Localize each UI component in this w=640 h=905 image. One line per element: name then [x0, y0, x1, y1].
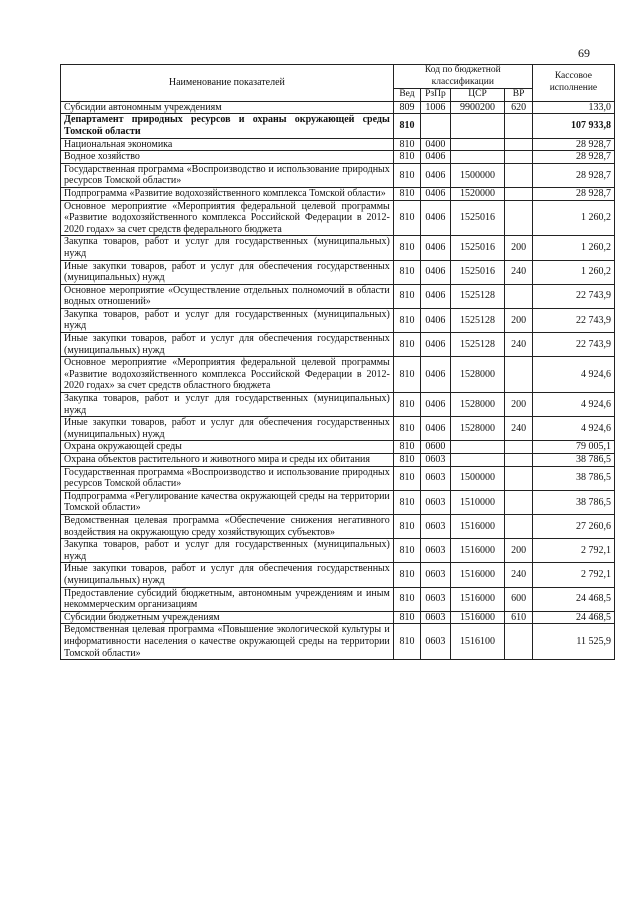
- table-row: [61, 417, 615, 441]
- table-row: [61, 333, 615, 357]
- table-row: [61, 466, 615, 490]
- cell-name: Основное мероприятие «Мероприятия федеральной целевой программы «Развитие водохозяйственного комплекса Российской Федерации в 2012-2020 годах» за счет средств федерального бюджета: [61, 200, 394, 236]
- cell-vr: [505, 151, 532, 164]
- cell-name: Ведомственная целевая программа «Обеспечение снижения негативного воздействия на окружающую среду хозяйствующих субъектов»: [61, 514, 394, 538]
- cell-vr: [505, 284, 532, 308]
- cell-ved: 810: [393, 624, 420, 660]
- cell-vr: 200: [505, 539, 532, 563]
- cell-rzpr: 0406: [421, 393, 450, 417]
- cell-ved: 810: [393, 187, 420, 200]
- cell-csr: [450, 454, 505, 467]
- cell-rzpr: 0603: [421, 539, 450, 563]
- cell-csr: 1510000: [450, 490, 505, 514]
- cell-vr: [505, 138, 532, 151]
- cell-vr: [505, 441, 532, 454]
- cell-ved: 810: [393, 441, 420, 454]
- header-rzpr: РзПр: [421, 89, 450, 102]
- cell-vr: 610: [505, 611, 532, 624]
- cell-name: Основное мероприятие «Осуществление отдельных полномочий в области водных отношений»: [61, 284, 394, 308]
- cell-name: Охрана окружающей среды: [61, 441, 394, 454]
- cell-rzpr: 0603: [421, 563, 450, 587]
- cell-vr: [505, 200, 532, 236]
- cell-vr: 200: [505, 308, 532, 332]
- cell-rzpr: 0603: [421, 587, 450, 611]
- cell-amount: 38 786,5: [532, 454, 614, 467]
- cell-name: Национальная экономика: [61, 138, 394, 151]
- cell-vr: 600: [505, 587, 532, 611]
- header-ved: Вед: [393, 89, 420, 102]
- cell-vr: [505, 624, 532, 660]
- cell-rzpr: 0406: [421, 333, 450, 357]
- cell-vr: 240: [505, 417, 532, 441]
- cell-csr: 1500000: [450, 163, 505, 187]
- cell-ved: 810: [393, 260, 420, 284]
- cell-ved: 810: [393, 490, 420, 514]
- cell-ved: 810: [393, 236, 420, 260]
- cell-rzpr: 0603: [421, 454, 450, 467]
- cell-rzpr: 0400: [421, 138, 450, 151]
- cell-name: Субсидии бюджетным учреждениям: [61, 611, 394, 624]
- cell-amount: 4 924,6: [532, 393, 614, 417]
- cell-csr: 1528000: [450, 417, 505, 441]
- table-row: [61, 187, 615, 200]
- cell-amount: 27 260,6: [532, 514, 614, 538]
- cell-rzpr: 1006: [421, 101, 450, 114]
- cell-name: Государственная программа «Воспроизводство и использование природных ресурсов Томской области»: [61, 163, 394, 187]
- cell-vr: 240: [505, 563, 532, 587]
- cell-ved: 810: [393, 333, 420, 357]
- cell-csr: 1520000: [450, 187, 505, 200]
- table-row: [61, 393, 615, 417]
- cell-ved: 810: [393, 200, 420, 236]
- cell-ved: 810: [393, 417, 420, 441]
- cell-amount: 28 928,7: [532, 138, 614, 151]
- cell-rzpr: 0603: [421, 466, 450, 490]
- header-csr: ЦСР: [450, 89, 505, 102]
- cell-amount: 2 792,1: [532, 563, 614, 587]
- cell-amount: 22 743,9: [532, 308, 614, 332]
- cell-name: Иные закупки товаров, работ и услуг для обеспечения государственных (муниципальных) нужд: [61, 333, 394, 357]
- header-amount: Кассовое исполнение: [532, 65, 614, 102]
- cell-amount: 24 468,5: [532, 611, 614, 624]
- cell-ved: 810: [393, 308, 420, 332]
- cell-name: Закупка товаров, работ и услуг для государственных (муниципальных) нужд: [61, 236, 394, 260]
- table-row: [61, 200, 615, 236]
- cell-name: Субсидии автономным учреждениям: [61, 101, 394, 114]
- header-vr: ВР: [505, 89, 532, 102]
- table-row: [61, 101, 615, 114]
- cell-amount: 107 933,8: [532, 114, 614, 138]
- cell-ved: 810: [393, 151, 420, 164]
- table-header: [61, 65, 615, 102]
- cell-csr: 1525128: [450, 308, 505, 332]
- cell-vr: [505, 163, 532, 187]
- cell-rzpr: 0600: [421, 441, 450, 454]
- cell-ved: 810: [393, 514, 420, 538]
- cell-csr: 1500000: [450, 466, 505, 490]
- cell-csr: [450, 441, 505, 454]
- cell-vr: [505, 187, 532, 200]
- cell-name: Закупка товаров, работ и услуг для государственных (муниципальных) нужд: [61, 393, 394, 417]
- cell-csr: 9900200: [450, 101, 505, 114]
- cell-csr: 1525016: [450, 236, 505, 260]
- cell-amount: 22 743,9: [532, 333, 614, 357]
- table-row: [61, 624, 615, 660]
- cell-vr: [505, 454, 532, 467]
- cell-amount: 4 924,6: [532, 357, 614, 393]
- cell-name: Закупка товаров, работ и услуг для государственных (муниципальных) нужд: [61, 308, 394, 332]
- cell-rzpr: 0406: [421, 151, 450, 164]
- table-row: [61, 514, 615, 538]
- cell-amount: 24 468,5: [532, 587, 614, 611]
- cell-vr: 200: [505, 236, 532, 260]
- table-row: [61, 490, 615, 514]
- cell-name: Подпрограмма «Регулирование качества окружающей среды на территории Томской области»: [61, 490, 394, 514]
- cell-rzpr: [421, 114, 450, 138]
- cell-rzpr: 0603: [421, 611, 450, 624]
- table-row: [61, 357, 615, 393]
- table-row: [61, 563, 615, 587]
- cell-name: Подпрограмма «Развитие водохозяйственного комплекса Томской области»: [61, 187, 394, 200]
- cell-ved: 810: [393, 393, 420, 417]
- cell-amount: 1 260,2: [532, 200, 614, 236]
- cell-rzpr: 0406: [421, 284, 450, 308]
- cell-rzpr: 0406: [421, 187, 450, 200]
- table-row: [61, 151, 615, 164]
- cell-ved: 810: [393, 611, 420, 624]
- table-row: [61, 611, 615, 624]
- cell-amount: 1 260,2: [532, 236, 614, 260]
- cell-ved: 810: [393, 114, 420, 138]
- cell-rzpr: 0406: [421, 200, 450, 236]
- table-row: [61, 138, 615, 151]
- cell-vr: 240: [505, 333, 532, 357]
- table-row: [61, 260, 615, 284]
- cell-csr: 1528000: [450, 357, 505, 393]
- cell-vr: [505, 114, 532, 138]
- table-body: [61, 101, 615, 659]
- cell-rzpr: 0406: [421, 260, 450, 284]
- table-row: [61, 454, 615, 467]
- cell-amount: 22 743,9: [532, 284, 614, 308]
- cell-vr: [505, 357, 532, 393]
- cell-ved: 810: [393, 138, 420, 151]
- cell-amount: 1 260,2: [532, 260, 614, 284]
- cell-csr: 1516000: [450, 563, 505, 587]
- cell-csr: 1528000: [450, 393, 505, 417]
- cell-amount: 79 005,1: [532, 441, 614, 454]
- cell-csr: 1516000: [450, 539, 505, 563]
- cell-rzpr: 0406: [421, 357, 450, 393]
- cell-amount: 28 928,7: [532, 151, 614, 164]
- table-row: [61, 163, 615, 187]
- cell-csr: 1516000: [450, 587, 505, 611]
- cell-csr: 1516000: [450, 514, 505, 538]
- cell-rzpr: 0603: [421, 624, 450, 660]
- cell-name: Предоставление субсидий бюджетным, автономным учреждениям и иным некоммерческим организациям: [61, 587, 394, 611]
- cell-name: Иные закупки товаров, работ и услуг для обеспечения государственных (муниципальных) нужд: [61, 417, 394, 441]
- cell-rzpr: 0603: [421, 490, 450, 514]
- cell-csr: 1516000: [450, 611, 505, 624]
- table-row: [61, 441, 615, 454]
- page-number: 69: [578, 46, 590, 60]
- cell-vr: 620: [505, 101, 532, 114]
- cell-csr: 1525016: [450, 200, 505, 236]
- cell-csr: 1516100: [450, 624, 505, 660]
- cell-name: Иные закупки товаров, работ и услуг для обеспечения государственных (муниципальных) нужд: [61, 260, 394, 284]
- table-row: [61, 587, 615, 611]
- cell-amount: 38 786,5: [532, 490, 614, 514]
- budget-execution-table: [60, 64, 615, 660]
- cell-amount: 38 786,5: [532, 466, 614, 490]
- cell-vr: [505, 466, 532, 490]
- cell-csr: [450, 114, 505, 138]
- cell-ved: 810: [393, 466, 420, 490]
- table-row: [61, 236, 615, 260]
- cell-vr: 240: [505, 260, 532, 284]
- cell-vr: 200: [505, 393, 532, 417]
- cell-rzpr: 0406: [421, 236, 450, 260]
- cell-vr: [505, 514, 532, 538]
- cell-name: Водное хозяйство: [61, 151, 394, 164]
- header-name: Наименование показателей: [61, 65, 394, 102]
- cell-vr: [505, 490, 532, 514]
- cell-rzpr: 0406: [421, 417, 450, 441]
- cell-amount: 2 792,1: [532, 539, 614, 563]
- cell-csr: 1525016: [450, 260, 505, 284]
- table-row: [61, 308, 615, 332]
- cell-ved: 810: [393, 357, 420, 393]
- cell-rzpr: 0406: [421, 308, 450, 332]
- cell-amount: 4 924,6: [532, 417, 614, 441]
- cell-ved: 810: [393, 163, 420, 187]
- cell-csr: [450, 151, 505, 164]
- cell-ved: 809: [393, 101, 420, 114]
- cell-csr: 1525128: [450, 284, 505, 308]
- cell-name: Ведомственная целевая программа «Повышение экологической культуры и информативности населения о качестве окружающей среды на территории Томской области»: [61, 624, 394, 660]
- cell-amount: 28 928,7: [532, 163, 614, 187]
- cell-csr: 1525128: [450, 333, 505, 357]
- cell-name: Департамент природных ресурсов и охраны окружающей среды Томской области: [61, 114, 394, 138]
- table-row: [61, 114, 615, 138]
- cell-amount: 28 928,7: [532, 187, 614, 200]
- cell-name: Основное мероприятие «Мероприятия федеральной целевой программы «Развитие водохозяйственного комплекса Российской Федерации в 2012-2020 годах» за счет средств областного бюджета: [61, 357, 394, 393]
- cell-csr: [450, 138, 505, 151]
- cell-ved: 810: [393, 587, 420, 611]
- cell-name: Государственная программа «Воспроизводство и использование природных ресурсов Томской области»: [61, 466, 394, 490]
- table-row: [61, 284, 615, 308]
- cell-amount: 133,0: [532, 101, 614, 114]
- header-code-group: Код по бюджетной классификации: [393, 65, 532, 89]
- cell-ved: 810: [393, 454, 420, 467]
- cell-ved: 810: [393, 284, 420, 308]
- cell-ved: 810: [393, 563, 420, 587]
- cell-ved: 810: [393, 539, 420, 563]
- cell-name: Закупка товаров, работ и услуг для государственных (муниципальных) нужд: [61, 539, 394, 563]
- cell-rzpr: 0603: [421, 514, 450, 538]
- cell-rzpr: 0406: [421, 163, 450, 187]
- cell-name: Охрана объектов растительного и животного мира и среды их обитания: [61, 454, 394, 467]
- table-row: [61, 539, 615, 563]
- cell-name: Иные закупки товаров, работ и услуг для обеспечения государственных (муниципальных) нужд: [61, 563, 394, 587]
- cell-amount: 11 525,9: [532, 624, 614, 660]
